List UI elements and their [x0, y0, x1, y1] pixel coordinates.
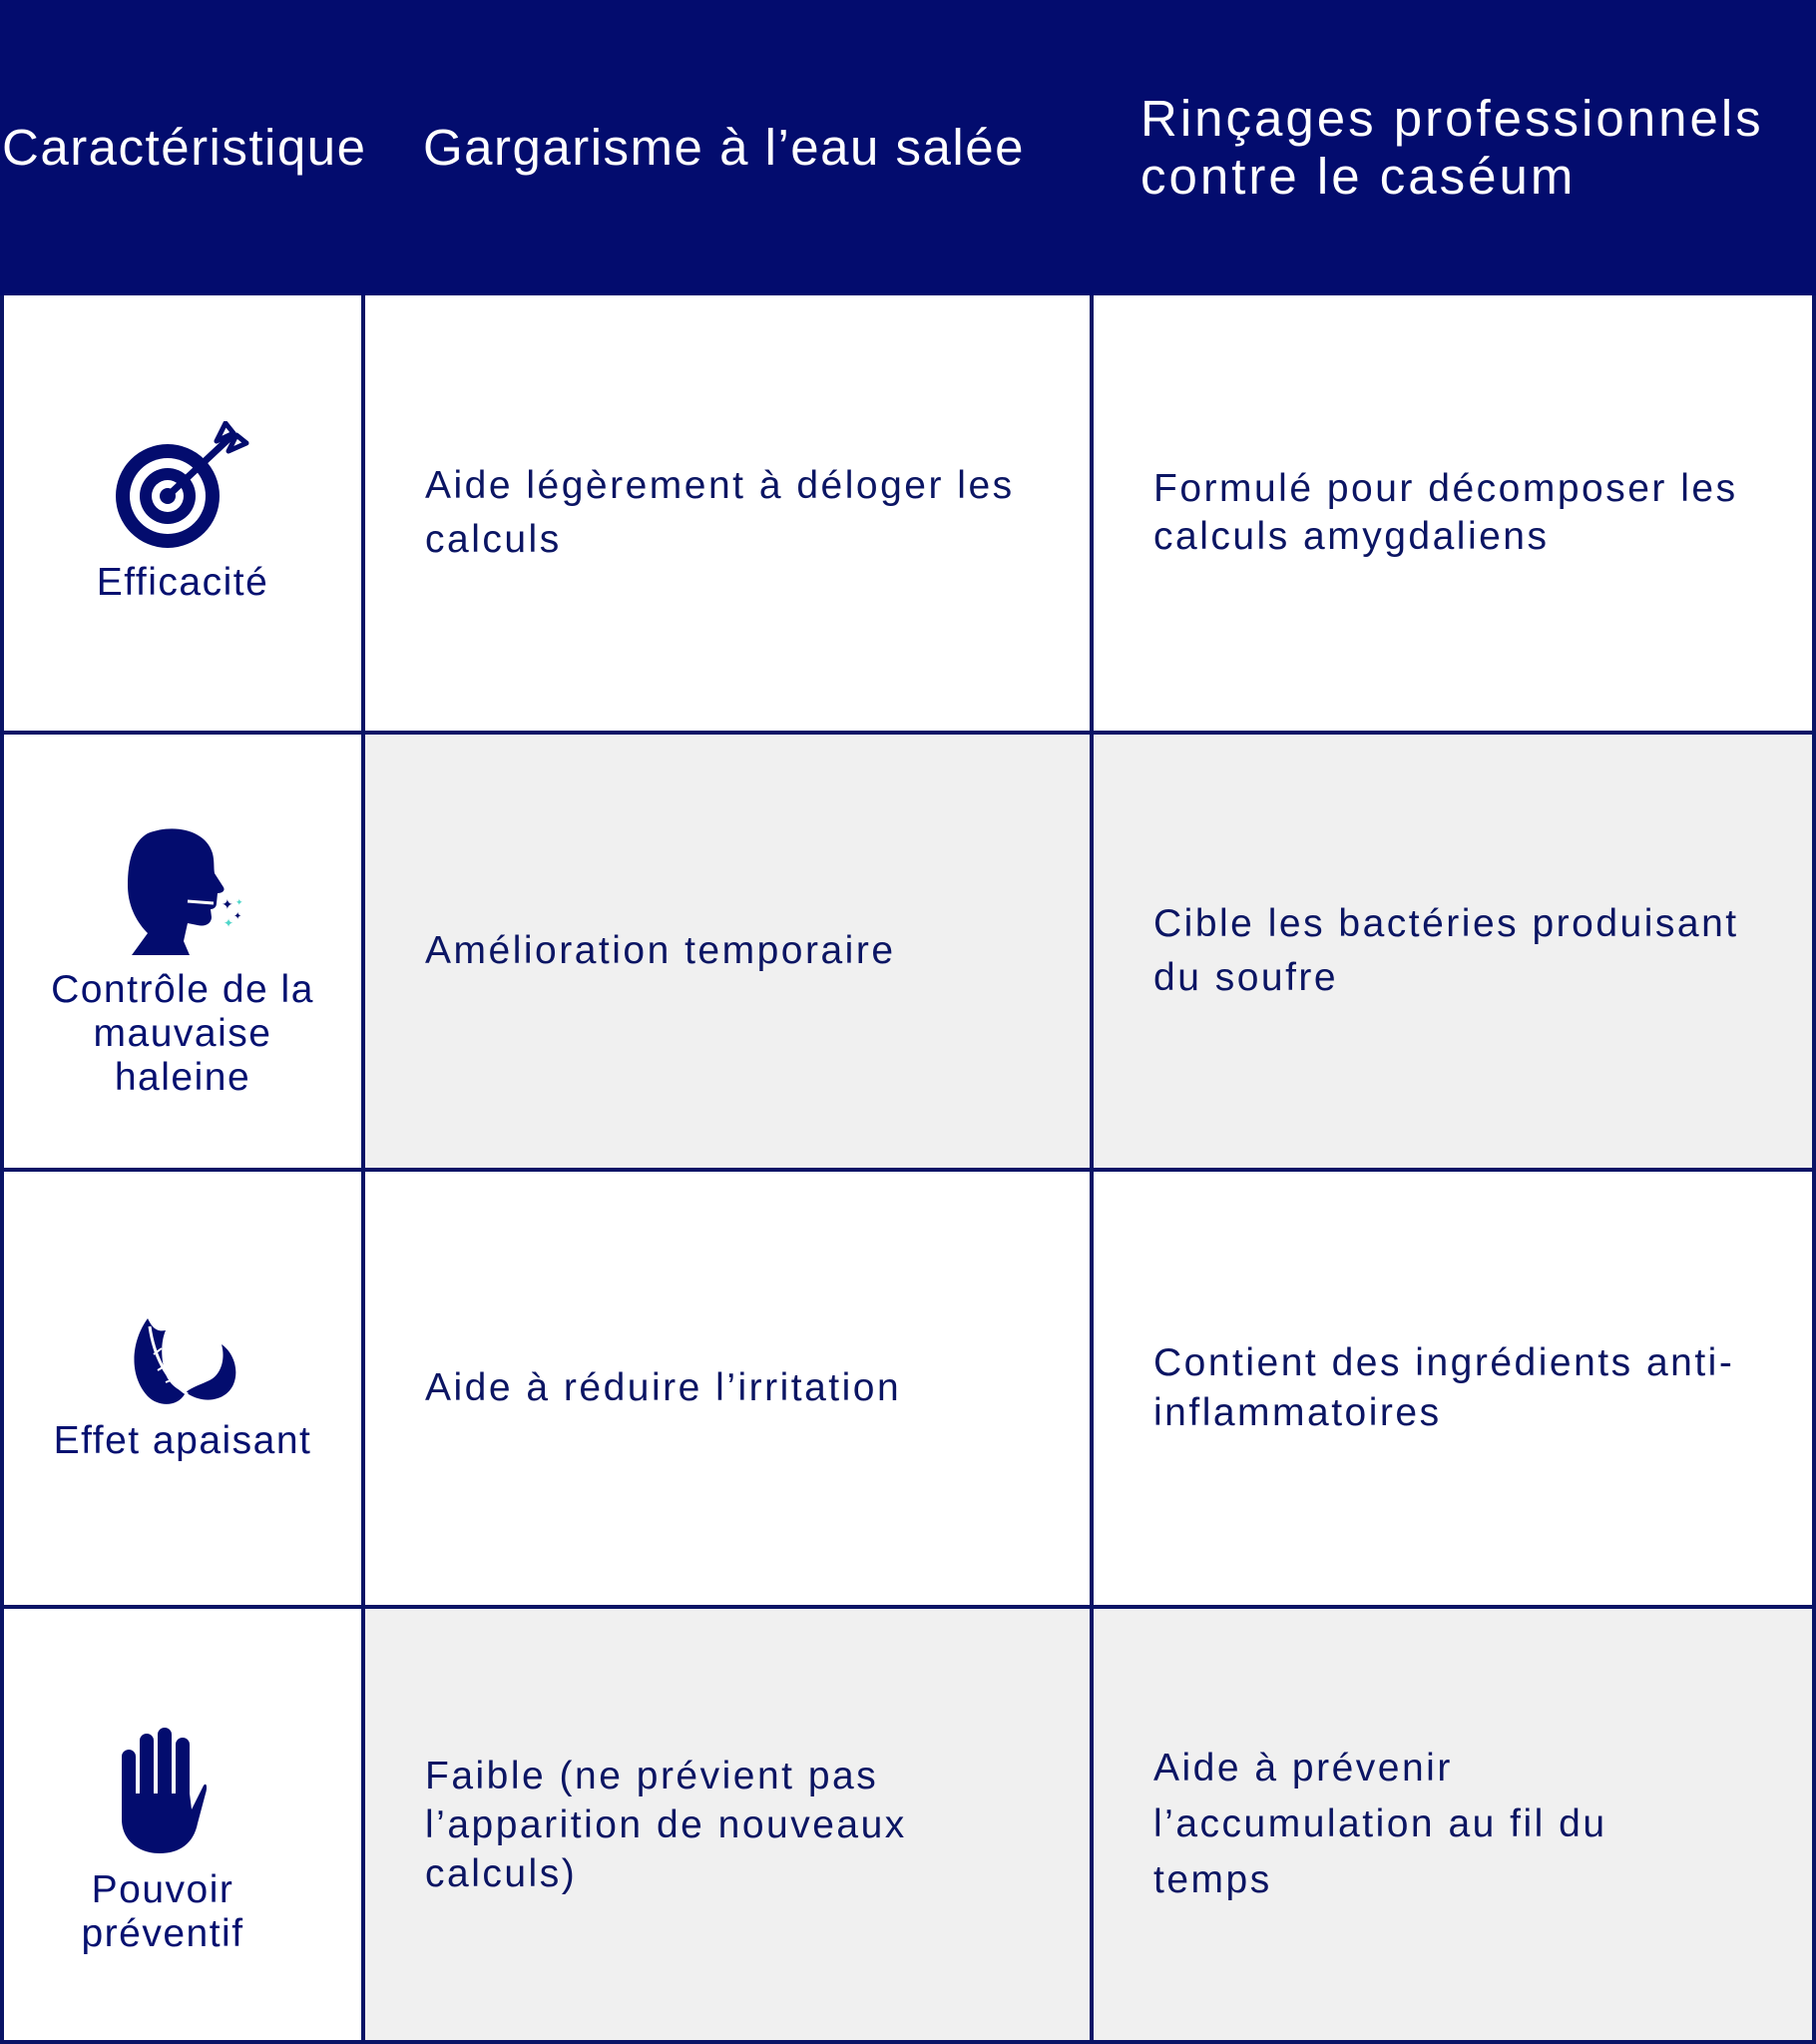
feature-cell — [4, 295, 365, 731]
professional-rinse-cell — [1094, 735, 1812, 1168]
svg-text:✦: ✦ — [235, 897, 245, 908]
svg-text:✦: ✦ — [224, 915, 235, 930]
header-salt-water: Gargarisme à l’eau salée — [423, 119, 1025, 176]
professional-rinse-text: Cible les bactéries produisant du soufre — [1153, 902, 1739, 999]
salt-water-cell — [365, 735, 1094, 1168]
svg-text:✦: ✦ — [222, 896, 235, 913]
professional-rinse-cell — [1094, 1172, 1812, 1605]
header-feature: Caractéristique — [2, 119, 367, 176]
table-row — [4, 1172, 1812, 1609]
table-body — [0, 295, 1816, 2044]
salt-water-cell — [365, 1609, 1094, 2040]
salt-water-cell — [365, 1172, 1094, 1605]
feature-label: Contrôle de la mauvaise haleine — [51, 967, 314, 1099]
feature-cell — [4, 1172, 365, 1605]
professional-rinse-cell — [1094, 295, 1812, 731]
feature-cell — [4, 1609, 365, 2040]
salt-water-text: Aide légèrement à déloger les calculs — [425, 464, 1015, 561]
svg-text:✦: ✦ — [233, 910, 243, 922]
table-row — [4, 735, 1812, 1172]
professional-rinse-text: Formulé pour décomposer les calculs amygdaliens — [1153, 467, 1738, 558]
feature-label: Effet apaisant — [53, 1418, 312, 1462]
head-breath-icon — [118, 823, 247, 958]
professional-rinse-cell — [1094, 1609, 1812, 2040]
table-header — [0, 0, 1816, 295]
feature-cell — [4, 735, 365, 1168]
feature-label: Pouvoir préventif — [81, 1867, 244, 1955]
header-professional-rinse: Rinçages professionnels contre le caséum — [1140, 90, 1764, 205]
raised-hand-icon — [118, 1724, 208, 1858]
table-row — [4, 1609, 1812, 2040]
salt-water-text: Amélioration temporaire — [425, 929, 896, 972]
salt-water-cell — [365, 295, 1094, 731]
salt-water-text: Aide à réduire l’irritation — [425, 1366, 902, 1409]
professional-rinse-text: Contient des ingrédients anti-inflammatoires — [1153, 1341, 1735, 1434]
feather-icon — [126, 1314, 240, 1409]
salt-water-text: Faible (ne prévient pas l’apparition de nouveaux calculs) — [425, 1754, 907, 1895]
professional-rinse-text: Aide à prévenir l’accumulation au fil du temps — [1153, 1747, 1607, 1901]
feature-label: Efficacité — [96, 561, 269, 604]
target-arrow-icon — [113, 421, 252, 551]
table-row — [4, 295, 1812, 735]
